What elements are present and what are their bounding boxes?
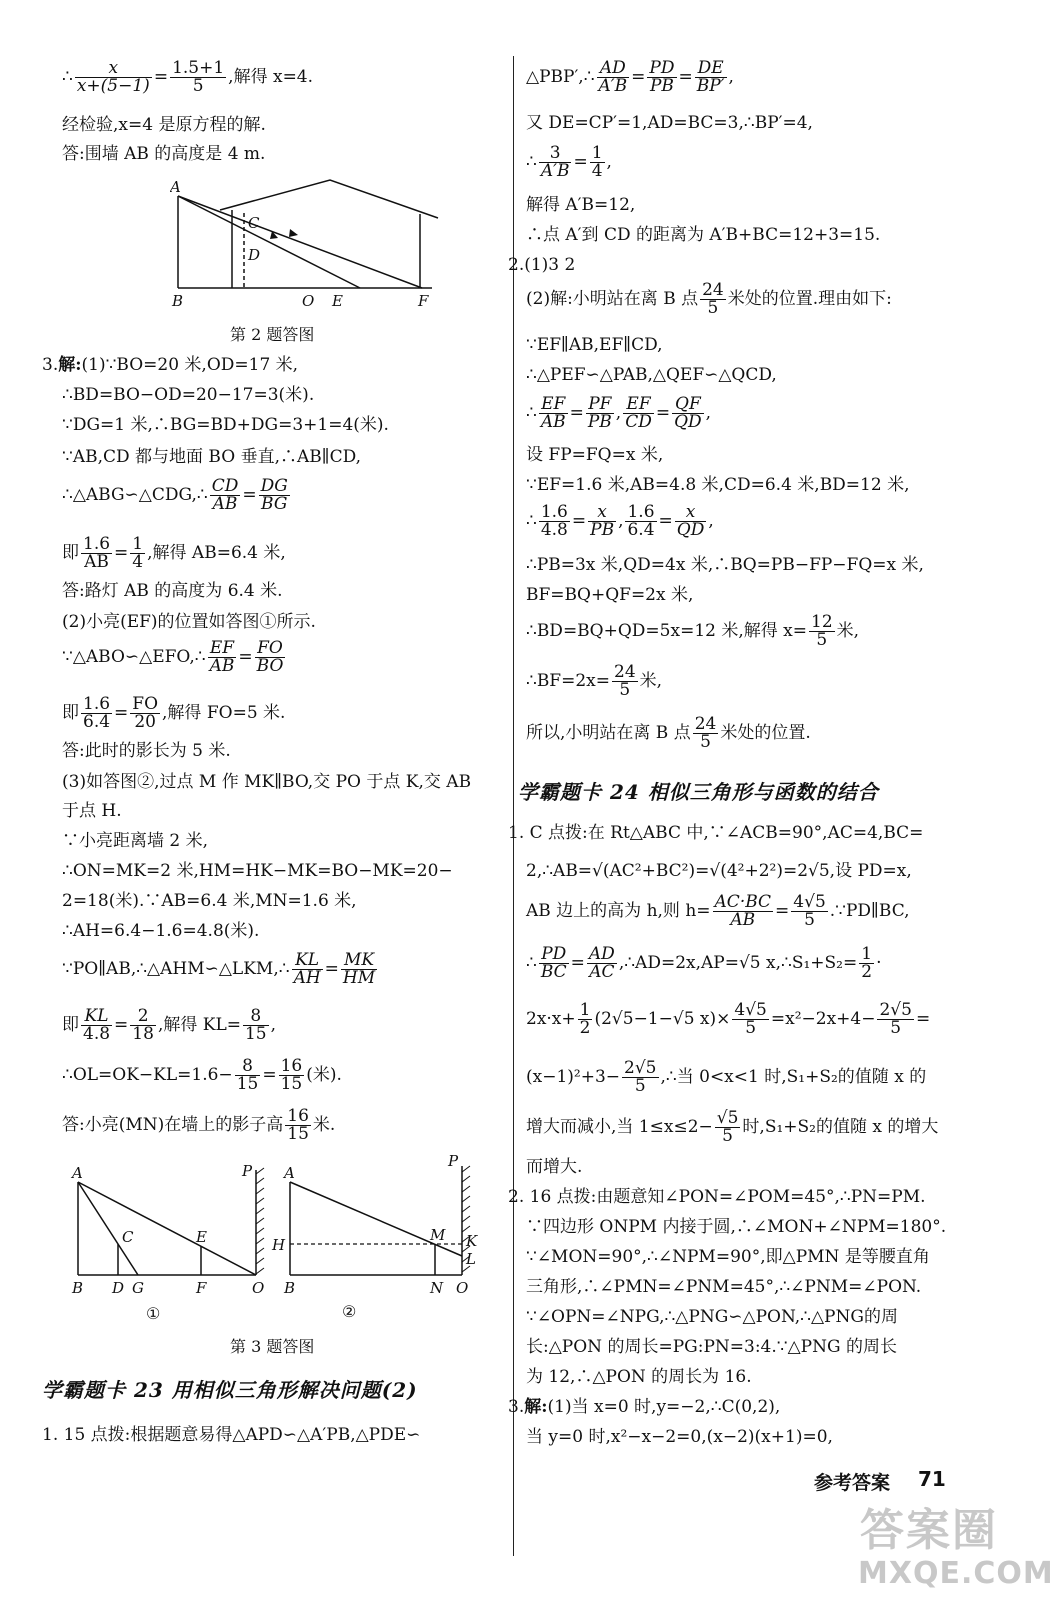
text-line: ∵∠MON=90°,∴∠NPM=90°,即△PMN 是等腰直角 [526, 1247, 930, 1267]
text-line: ∵EF∥AB,EF∥CD, [526, 335, 663, 355]
equation-line: 即 $\frac{1.6}{6.4}$ = $\frac{FO}{20}$ ,解得 FO=5 米. [62, 694, 286, 732]
equation-line: 所以,小明站在离 B 点 $\frac{24}{5}$ 米处的位置. [526, 714, 811, 752]
equation-line: 即 $\frac{KL}{4.8}$ = $\frac{2}{18}$ ,解得 KL= $\frac{8}{15}$ , [62, 1006, 277, 1044]
fig3b-label: O [456, 1279, 469, 1297]
text-line: ∵∠OPN=∠NPG,∴△PNG∽△PON,∴△PNG的周 [526, 1307, 898, 1327]
figure-q3-2 [270, 1152, 490, 1300]
text-line: ∴AH=6.4−1.6=4.8(米). [62, 921, 260, 941]
equation-line: 2x·x+ $\frac{1}{2}$ (2√5−1−√5 x)× $\frac{4√5}{5}$ =x²−2x+4− $\frac{2√5}{5}$ = [526, 1000, 931, 1038]
fig2-label: C [248, 214, 260, 232]
wall-hatching [256, 1168, 264, 1274]
fig3b-label: M [430, 1226, 446, 1244]
equation-line: ∴BD=BQ+QD=5x=12 米,解得 x= $\frac{12}{5}$ 米, [526, 612, 860, 650]
text-line: ∵AB,CD 都与地面 BO 垂直,∴AB∥CD, [62, 447, 362, 467]
fig2-label: E [332, 292, 343, 310]
ray-al [290, 1182, 462, 1256]
text-line: ∵小亮距离墙 2 米, [62, 831, 209, 851]
fig3b-label: B [284, 1279, 296, 1297]
fig3b-label: A [284, 1164, 295, 1182]
equation-line: ∴ $\frac{x}{x+(5-1)}$ = $\frac{1.5+1}{5}$ ,解得 x=4. [62, 58, 314, 96]
equation-line: ∵△ABO∽△EFO,∴ $\frac{EF}{AB}$ = $\frac{FO}{BO}$ [62, 638, 284, 676]
text-line: 2=18(米).∵AB=6.4 米,MN=1.6 米, [62, 891, 357, 911]
footer-label: 参考答案 [814, 1472, 891, 1494]
equation-line: ∴ $\frac{PD}{BC}$ = $\frac{AD}{AC}$ ,∴AD=2x,AP=√5 x,∴S₁+S₂= $\frac{1}{2}$ · [526, 944, 882, 982]
text-line: ∴△PEF∽△PAB,△QEF∽△QCD, [526, 365, 777, 385]
figure-q3-1 [68, 1160, 268, 1300]
text-line: 长:△PON 的周长=PG:PN=3:4.∵△PNG 的周长 [526, 1337, 897, 1357]
fig2-label: B [172, 292, 184, 310]
text-line: 3.解:(1)当 x=0 时,y=−2,∴C(0,2), [508, 1397, 781, 1417]
column-divider [513, 56, 514, 1556]
equation-line: ∴ $\frac{1.6}{4.8}$ = $\frac{x}{PB}$ , $\frac{1.6}{6.4}$ = $\frac{x}{QD}$ , [526, 502, 714, 540]
fig3b-label: L [466, 1250, 476, 1268]
fig3a-label: C [122, 1228, 134, 1246]
figure-caption: 第 2 题答图 [230, 325, 315, 344]
arrow-head [289, 229, 298, 237]
watermark-url: MXQE.COM [858, 1556, 1054, 1591]
equation-line: ∵PO∥AB,∴△AHM∽△LKM,∴ $\frac{KL}{AH}$ = $\frac{MK}{HM}$ [62, 950, 376, 988]
text-line: 1. 15 点拨:根据题意易得△APD∽△A′PB,△PDE∽ [42, 1425, 421, 1445]
text-line: BF=BQ+QF=2x 米, [526, 585, 694, 605]
ray-ae [178, 196, 360, 288]
page-number: 71 [918, 1467, 946, 1491]
equation-line: AB 边上的高为 h,则 h= $\frac{AC\cdot BC}{AB}$ = $\frac{4√5}{5}$ .∵PD∥BC, [526, 892, 910, 930]
fig2-label: O [302, 292, 315, 310]
equation-line: ∴BF=2x= $\frac{24}{5}$ 米, [526, 662, 663, 700]
section-title: 学霸题卡 23 用相似三角形解决问题(2) [42, 1378, 418, 1402]
text-line: 2,∴AB=√(AC²+BC²)=√(4²+2²)=2√5,设 PD=x, [526, 861, 912, 881]
equation-line: △PBP′,∴ $\frac{AD}{A'B}$ = $\frac{PD}{PB}$ = $\frac{DE}{BP'}$ , [526, 58, 734, 96]
fig3a-label: P [242, 1162, 253, 1180]
equation-line: 答:小亮(MN)在墙上的影子高 $\frac{16}{15}$ 米. [62, 1106, 336, 1144]
text-line: 2. 16 点拨:由题意知∠PON=∠POM=45°,∴PN=PM. [508, 1187, 926, 1207]
text-line: 而增大. [526, 1157, 583, 1177]
text-line: ∵DG=1 米,∴BG=BD+DG=3+1=4(米). [62, 415, 389, 435]
text-line: 设 FP=FQ=x 米, [526, 445, 664, 465]
fig3a-label: B [72, 1279, 84, 1297]
text-line: 1. C 点拨:在 Rt△ABC 中,∵∠ACB=90°,AC=4,BC= [508, 823, 924, 843]
text-line: 答:围墙 AB 的高度是 4 m. [62, 144, 266, 164]
fig3b-label: P [448, 1152, 459, 1170]
text-line: 答:此时的影长为 5 米. [62, 741, 231, 761]
text-line: 答:路灯 AB 的高度为 6.4 米. [62, 581, 283, 601]
fig3b-label: N [430, 1279, 444, 1297]
figure-caption: 第 3 题答图 [230, 1337, 315, 1356]
fig3a-label: O [252, 1279, 265, 1297]
text-line: 又 DE=CP′=1,AD=BC=3,∴BP′=4, [526, 113, 813, 133]
text-line: 当 y=0 时,x²−x−2=0,(x−2)(x+1)=0, [526, 1427, 833, 1447]
text-line: (2)小亮(EF)的位置如答图①所示. [62, 612, 316, 632]
text-line: 为 12,∴△PON 的周长为 16. [526, 1367, 752, 1387]
equation-line: (x−1)²+3− $\frac{2√5}{5}$ ,∴当 0<x<1 时,S₁+S₂的值随 x 的 [526, 1058, 927, 1096]
text-line: ∵四边形 ONPM 内接于圆,∴∠MON+∠NPM=180°. [526, 1217, 947, 1237]
fig3a-label: A [72, 1164, 83, 1182]
ray-af [178, 196, 422, 288]
text-line: 于点 H. [62, 801, 122, 821]
text-line: 经检验,x=4 是原方程的解. [62, 115, 266, 135]
text-line: 3.解:(1)∵BO=20 米,OD=17 米, [42, 355, 299, 375]
equation-line: 增大而减小,当 1≤x≤2− $\frac{√5}{5}$ 时,S₁+S₂的值随 x 的增大 [526, 1108, 939, 1146]
equation-line: 即 $\frac{1.6}{AB}$ = $\frac{1}{4}$ ,解得 AB=6.4 米, [62, 534, 286, 572]
equation-line: ∴ $\frac{3}{A'B}$ = $\frac{1}{4}$ , [526, 143, 612, 181]
ray-ao [78, 1182, 256, 1275]
equation-line: ∴OL=OK−KL=1.6− $\frac{8}{15}$ = $\frac{16}{15}$ (米). [62, 1056, 342, 1094]
figure-label: ① [146, 1304, 161, 1323]
section-title: 学霸题卡 24 相似三角形与函数的结合 [518, 780, 879, 804]
text-line: (3)如答图②,过点 M 作 MK∥BO,交 PO 于点 K,交 AB [62, 772, 472, 792]
roof [220, 180, 438, 218]
text-line: 三角形,∴∠PMN=∠PNM=45°,∴∠PNM=∠PON. [526, 1277, 922, 1297]
equation-line: (2)解:小明站在离 B 点 $\frac{24}{5}$ 米处的位置.理由如下: [526, 280, 892, 318]
fig2-label: D [248, 246, 261, 264]
text-line: ∵EF=1.6 米,AB=4.8 米,CD=6.4 米,BD=12 米, [526, 475, 910, 495]
fig3a-label: G [132, 1279, 144, 1297]
fig3b-label: H [272, 1236, 286, 1254]
fig3a-label: E [196, 1228, 207, 1246]
text-line: ∴点 A′到 CD 的距离为 A′B+BC=12+3=15. [526, 225, 881, 245]
fig3a-label: D [112, 1279, 125, 1297]
text-line: ∴BD=BO−OD=20−17=3(米). [62, 385, 315, 405]
fig3a-label: F [196, 1279, 207, 1297]
figure-label: ② [342, 1302, 357, 1321]
figure-q2 [170, 178, 450, 313]
text-line: 解得 A′B=12, [526, 195, 636, 215]
fig2-label: F [418, 292, 429, 310]
text-line: 2.(1)3 2 [508, 255, 576, 275]
fig2-label: A [170, 178, 181, 196]
text-line: ∴ON=MK=2 米,HM=HK−MK=BO−MK=20− [62, 861, 453, 881]
equation-line: ∴ $\frac{EF}{AB}$ = $\frac{PF}{PB}$ , $\frac{EF}{CD}$ = $\frac{QF}{QD}$ , [526, 394, 712, 432]
watermark-logo: 答案圈 [860, 1505, 998, 1556]
fig3b-label: K [466, 1232, 478, 1250]
text-line: ∴PB=3x 米,QD=4x 米,∴BQ=PB−FP−FQ=x 米, [526, 555, 924, 575]
equation-line: ∴△ABG∽△CDG,∴ $\frac{CD}{AB}$ = $\frac{DG}{BG}$ [62, 476, 288, 514]
